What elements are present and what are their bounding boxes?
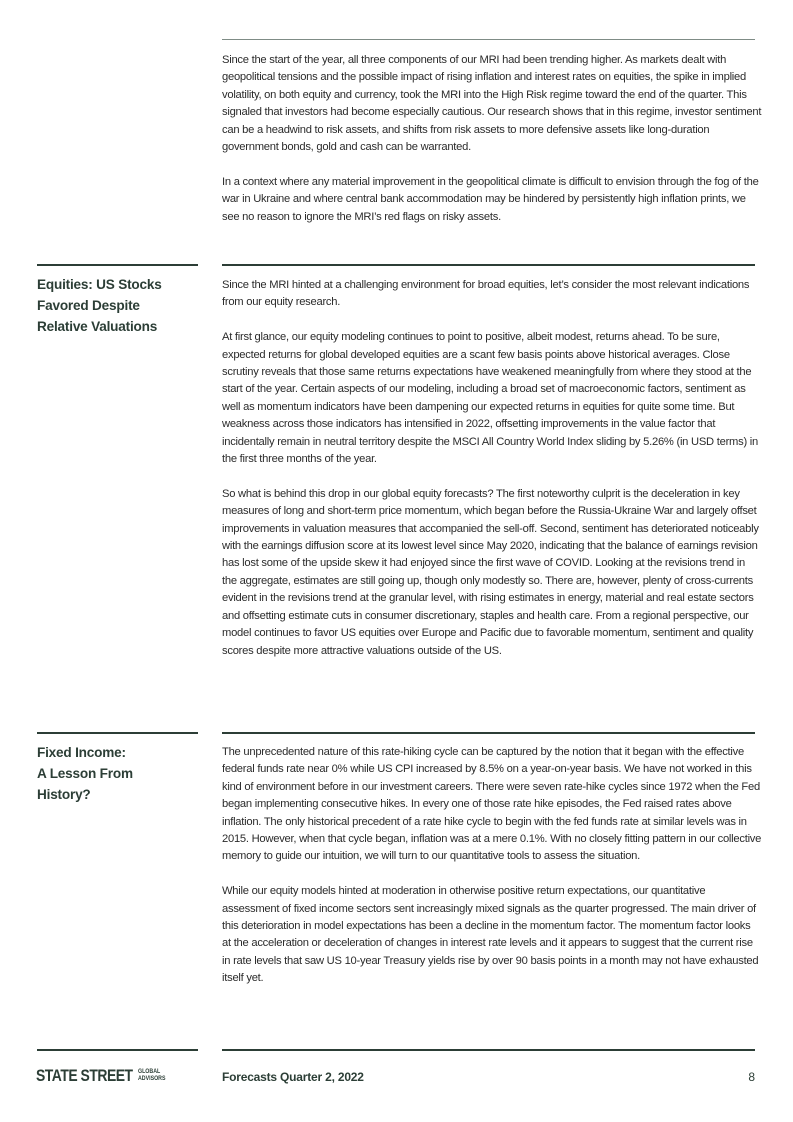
page-number: 8 [748, 1070, 755, 1084]
logo-wordmark: STATE STREET [36, 1066, 133, 1085]
heading-line: Relative Valuations [37, 318, 158, 334]
paragraph: So what is behind this drop in our global equity forecasts? The first noteworthy culprit is the deceleration in key measures of long and short-term price momentum, which began before the Russia-Ukraine War and largely offset improvements in valuation measures that accompanied the sell-off. Second, sentiment has deteriorated noticeably with the earnings diffusion score at its lowest level since May 2020, indicating that the balance of earnings revision has lost some of the upside skew it had enjoyed since the first wave of COVID. Looking at the revisions trend in the aggregate, estimates are still going up, though only modestly so. There are, however, plenty of cross-currents evident in the revisions trend at the granular level, with rising estimates in energy, material and real estate sectors and offsetting estimate cuts in consumer discretionary, staples and health care. From a regional perspective, our model continues to favor US equities over Europe and Pacific due to favorable momentum, sentiment and quality scores despite more attractive valuations outside of the US. [222, 487, 759, 657]
footer-divider-left [37, 1049, 198, 1051]
paragraph: While our equity models hinted at moderation in otherwise positive return expectations, our quantitative assessment of fixed income sectors sent increasingly mixed signals as the quarter progressed. The main driver of this deterioration in model expectations has been a decline in the momentum factor. The momentum factor looks at the acceleration or deceleration of changes in interest rate levels and it appears to suggest that the current rise in rate levels that saw US 10-year Treasury yields rise by over 90 basis points in a month may not have exhausted itself yet. [222, 885, 759, 985]
state-street-logo [36, 1066, 170, 1086]
section-divider-right [222, 732, 755, 734]
section-heading-equities [37, 275, 207, 337]
heading-line: Equities: US Stocks [37, 277, 162, 292]
logo-subtitle-line: ADVISORS [138, 1075, 166, 1082]
section-divider-left [37, 264, 198, 266]
paragraph: Since the MRI hinted at a challenging environment for broad equities, let’s consider the most relevant indications from our equity research. [222, 279, 750, 309]
paragraph: At first glance, our equity modeling continues to point to positive, albeit modest, returns ahead. To be sure, expected returns for global developed equities are a scant few basis points above historical averages. Close scrutiny reveals that those same returns expectations have weakened meaningfully from where they stood at the start of the year. Certain aspects of our modeling, including a broad set of macroeconomic factors, sentiment as well as momentum indicators have been dampening our expected returns in equities for quite some time. But weakness across those indicators has intensified in 2022, offsetting improvements in the value factor that incidentally remain in neutral territory despite the MSCI All Country World Index sliding by 5.26% (in USD terms) in the first three months of the year. [222, 331, 758, 466]
footer-divider-right [222, 1049, 755, 1051]
section-heading-fixed-income [37, 743, 207, 805]
section-equities-body [222, 277, 762, 677]
publication-title: Forecasts Quarter 2, 2022 [222, 1070, 364, 1084]
logo-subtitle-line: GLOBAL [138, 1068, 161, 1076]
section-fixed-income-body [222, 744, 762, 1005]
top-divider [222, 39, 755, 40]
heading-line: Favored Despite [37, 297, 140, 313]
heading-line: Fixed Income: [37, 745, 126, 760]
section-divider-left [37, 732, 198, 734]
section-divider-right [222, 264, 755, 266]
section-mri-body [222, 52, 762, 243]
paragraph: Since the start of the year, all three components of our MRI had been trending higher. As markets dealt with geopolitical tensions and the possible impact of rising inflation and interest rates on equities, the spike in implied volatility, on both equity and currency, took the MRI into the High Risk regime toward the end of the quarter. This signaled that investors had become especially cautious. Our research shows that in this regime, investor sentiment can be a headwind to risk assets, and shifts from risk assets to more defensive assets like long-duration government bonds, gold and cash can be warranted. [222, 54, 762, 154]
paragraph: In a context where any material improvement in the geopolitical climate is difficult to envision through the fog of the war in Ukraine and where central bank accommodation may be hindered by persistently high inflation prints, we see no reason to ignore the MRI’s red flags on risky assets. [222, 175, 759, 223]
paragraph: The unprecedented nature of this rate-hiking cycle can be captured by the notion that it began with the effective federal funds rate near 0% while US CPI increased by 8.5% on a year-on-year basis. We have not worked in this kind of environment before in our investment careers. There were seven rate-hike cycles since 1972 when the Fed began implementing consecutive hikes. In every one of those rate hike episodes, the Fed raised rates above inflation. The only historical precedent of a rate hike cycle to begin with the fed funds rate at similar levels was in 2015. However, when that cycle began, inflation was at a mere 0.1%. With no closely fitting pattern in our collective memory to guide our intuition, we will turn to our quantitative tools to assess the situation. [222, 746, 762, 863]
logo-subtitle [138, 1069, 165, 1082]
heading-line: History? [37, 786, 91, 802]
heading-line: A Lesson From [37, 765, 133, 781]
